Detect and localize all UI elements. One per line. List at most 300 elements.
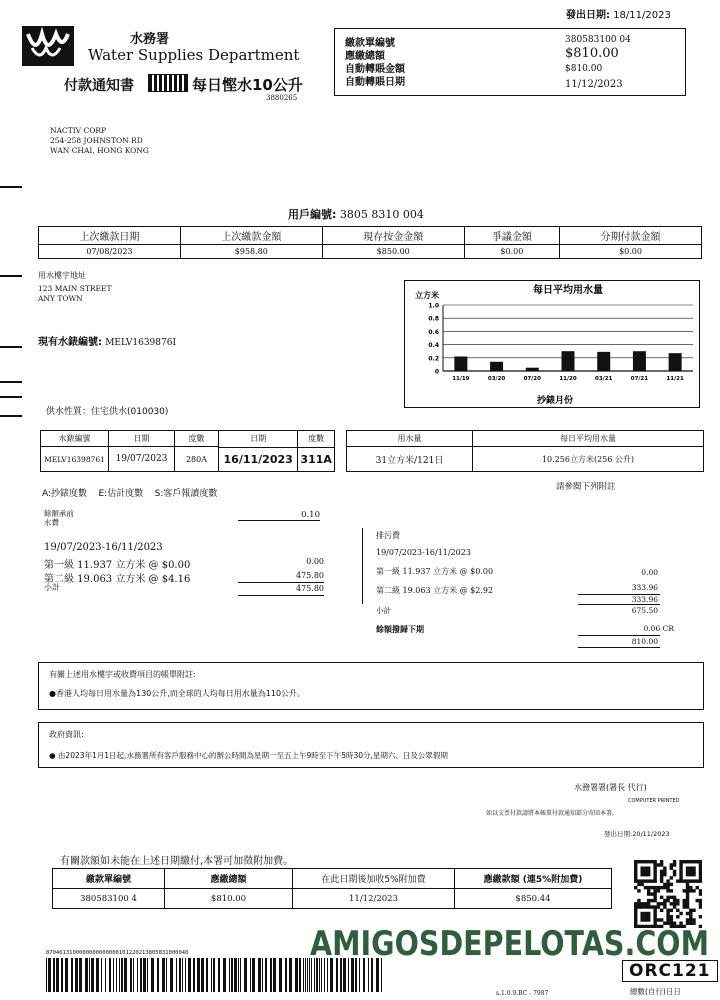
qr-module (666, 879, 669, 882)
qr-module (676, 902, 679, 905)
qr-module (653, 899, 656, 902)
qr-module (634, 870, 637, 873)
meter-value: MELV16398761 (41, 447, 109, 472)
table-gap (335, 431, 347, 447)
qr-module (634, 860, 637, 863)
premises-line: ANY TOWN (38, 294, 83, 303)
meter-value: 16/11/2023 (219, 447, 298, 471)
qr-module (676, 915, 679, 918)
slip-header: 繳款單編號 (53, 869, 165, 889)
qr-module (657, 918, 660, 921)
barcode-bar (89, 958, 90, 992)
meter-header: 水錶編號 (41, 431, 109, 447)
barcode-bar (201, 958, 204, 992)
qr-module (689, 870, 692, 873)
qr-module (663, 873, 666, 876)
qr-module (670, 902, 673, 905)
fold-mark (0, 415, 22, 417)
cheque-instruction: 如以支票付款請將本帳單付款通知部分寄回本署。 (486, 810, 619, 817)
qr-module (666, 899, 669, 902)
bill-notes-title: 有關上述用水樓宇或收費項目的帳單附註: (49, 670, 196, 679)
sewage-tier2: 第二級 19.063 立方米 @ $2.92 (376, 586, 494, 595)
barcode-bar (119, 958, 120, 992)
chart-xtick-label: 03/20 (487, 376, 506, 382)
summary-value-bill-no: 380583100 04 (565, 35, 631, 45)
qr-module (647, 860, 650, 863)
qr-module (699, 873, 702, 876)
prev-header: 上次繳款日期 (39, 227, 181, 245)
barcode-bar (258, 958, 261, 992)
qr-module (696, 886, 699, 889)
barcode-bar (218, 958, 220, 992)
qr-module (663, 883, 666, 886)
prev-header: 現存按金金額 (322, 227, 464, 245)
qr-module (657, 889, 660, 892)
meter-header: 日期 (109, 431, 175, 447)
qr-module (637, 889, 640, 892)
qr-module (640, 912, 643, 915)
qr-module (686, 912, 689, 915)
barcode-bar (130, 958, 132, 992)
qr-module (673, 870, 676, 873)
qr-module (660, 886, 663, 889)
qr-module (644, 886, 647, 889)
qr-module (657, 902, 660, 905)
qr-module (689, 909, 692, 912)
qr-module (647, 870, 650, 873)
qr-module (679, 879, 682, 882)
barcode-bar (96, 958, 99, 992)
qr-module (686, 873, 689, 876)
summary-label-autopay-amount: 自動轉賬金額 (345, 64, 405, 75)
qr-module (650, 899, 653, 902)
barcode-bar (213, 958, 215, 992)
qr-module (647, 905, 650, 908)
issue-date-label: 發出日期: (566, 10, 610, 21)
qr-module (679, 876, 682, 879)
barcode-bar (182, 958, 183, 992)
qr-module (673, 899, 676, 902)
qr-module (660, 873, 663, 876)
qr-module (692, 879, 695, 882)
balance-forward-value: 0.10 (301, 510, 320, 520)
usage-chart (404, 280, 700, 408)
qr-module (689, 866, 692, 869)
qr-module (640, 902, 643, 905)
qr-module (660, 909, 663, 912)
qr-module (653, 915, 656, 918)
bottom-right-code: ORC121 (622, 960, 718, 982)
slogan: 每日慳水10公升 (192, 76, 303, 94)
barcode-bar (252, 958, 255, 992)
qr-module (673, 896, 676, 899)
meter-number (38, 333, 176, 348)
qr-module (657, 863, 660, 866)
divider (238, 520, 320, 521)
qr-module (634, 918, 637, 921)
summary-box (334, 28, 686, 96)
qr-module (679, 863, 682, 866)
qr-module (637, 883, 640, 886)
water-subtotal-value: 475.80 (296, 584, 324, 593)
qr-module (689, 918, 692, 921)
qr-module (670, 915, 673, 918)
prev-value: 07/08/2023 (39, 245, 181, 259)
qr-module (644, 905, 647, 908)
see-notes: 請參閱下列附註 (556, 482, 616, 492)
qr-module (634, 879, 637, 882)
barcode-bar (143, 958, 146, 992)
qr-module (670, 896, 673, 899)
barcode-bar (265, 958, 267, 992)
sewage-line3-value: 333.96 (631, 595, 658, 604)
barcode-bar (262, 958, 263, 992)
summary-label-total: 應繳總額 (345, 51, 385, 62)
government-info-body: ● 由2023年1月1日起,水務署所有客戶服務中心的辦公時間為星期一至五上午9時至下午5時30分,星期六、日及公眾假期 (49, 751, 448, 760)
mailing-address (50, 126, 149, 156)
barcode-bar (211, 958, 212, 992)
barcode-bar (91, 958, 94, 992)
divider (578, 635, 660, 636)
carry-forward-value: 0.06 CR (643, 624, 674, 633)
qr-module (699, 879, 702, 882)
qr-module (692, 860, 695, 863)
barcode-bar (250, 958, 251, 992)
qr-module (657, 886, 660, 889)
qr-module (683, 860, 686, 863)
qr-module (683, 879, 686, 882)
qr-module (653, 863, 656, 866)
summary-value-autopay-amount: $810.00 (565, 64, 603, 74)
qr-module (679, 866, 682, 869)
chart-xtick-label: 11/21 (666, 376, 684, 382)
barcode-bar (113, 958, 114, 992)
barcode-bar (295, 958, 298, 992)
barcode-bar (240, 958, 241, 992)
premises-address (38, 270, 111, 304)
address-line: WAN CHAI, HONG KONG (50, 146, 149, 155)
signature-line: 水務署署(署長 代行) (574, 783, 647, 792)
chart-xtick-label: 07/21 (630, 376, 649, 382)
barcode-bar (162, 958, 165, 992)
qr-module (653, 866, 656, 869)
barcode-bar (61, 958, 63, 992)
meter-value: 19/07/2023 (109, 447, 175, 472)
qr-module (653, 873, 656, 876)
barcode-bar (121, 958, 123, 992)
qr-module (640, 883, 643, 886)
meter-value: 311A (300, 452, 332, 466)
qr-module (644, 918, 647, 921)
qr-module (670, 918, 673, 921)
qr-module (644, 915, 647, 918)
sewage-label: 排污費 (376, 531, 400, 540)
qr-module (637, 879, 640, 882)
qr-module (653, 905, 656, 908)
issue-date-slip: 發出日期:20/11/2023 (604, 830, 670, 838)
barcode-bar (48, 958, 51, 992)
department-name-cn: 水務署 (130, 32, 170, 47)
qr-module (663, 899, 666, 902)
account-label: 用戶編號: (288, 208, 337, 221)
qr-module (660, 902, 663, 905)
qr-module (657, 905, 660, 908)
barcode-bar (56, 958, 59, 992)
meter-current-reading (219, 431, 335, 472)
wsd-logo-icon (22, 26, 74, 66)
barcode-bar (75, 958, 78, 992)
department-name-en: Water Supplies Department (88, 46, 300, 64)
qr-module (686, 892, 689, 895)
barcode-bar (124, 958, 127, 992)
qr-module (666, 883, 669, 886)
qr-module (686, 889, 689, 892)
qr-module (686, 899, 689, 902)
fold-mark (0, 275, 22, 277)
meter-header: 每日平均用水量 (473, 431, 704, 447)
sewage-subtotal-label: 小計 (376, 606, 391, 615)
meter-value: 280A (175, 447, 219, 472)
barcode-bar (285, 958, 287, 992)
qr-module (670, 889, 673, 892)
surcharge-notice: 有關款額如未能在上述日期繳付,本署可加徵附加費。 (60, 856, 294, 867)
qr-module (689, 912, 692, 915)
qr-module (644, 912, 647, 915)
qr-module (640, 860, 643, 863)
meter-reading-table (40, 430, 704, 472)
barcode-bar (179, 958, 181, 992)
qr-module (653, 886, 656, 889)
premises-label: 用水樓宇地址 (38, 271, 86, 280)
bill-title: 付款通知書 (64, 78, 134, 94)
sewage-tier2-value: 333.96 (631, 583, 658, 592)
slip-value: 380583100 4 (53, 889, 165, 909)
slip-header: 在此日期後加收5%附加費 (293, 869, 455, 889)
qr-module (686, 879, 689, 882)
chart-ytick-label: 0.6 (428, 328, 439, 336)
qr-module (686, 902, 689, 905)
meter-value: 31立方米/121日 (347, 447, 473, 472)
qr-module (660, 863, 663, 866)
barcode-bar (151, 958, 154, 992)
footer-code: s.1.0.9.BC - 7987 (496, 990, 549, 997)
prev-value: $0.00 (560, 245, 702, 259)
barcode-bar (223, 958, 226, 992)
qr-module (666, 909, 669, 912)
qr-module (699, 876, 702, 879)
barcode-bar (238, 958, 239, 992)
barcode-bar (105, 958, 106, 992)
qr-module (647, 886, 650, 889)
slip-value: $810.00 (165, 889, 293, 909)
qr-module (683, 889, 686, 892)
qr-module (647, 879, 650, 882)
qr-module (670, 863, 673, 866)
qr-module (644, 873, 647, 876)
chart-bar (562, 351, 575, 371)
qr-module (634, 909, 637, 912)
meter-number-label: 現有水錶編號: (38, 337, 102, 348)
prev-value: $850.00 (322, 245, 464, 259)
qr-module (637, 860, 640, 863)
qr-module (699, 889, 702, 892)
divider (238, 595, 324, 596)
barcode-bar (116, 958, 117, 992)
fold-mark (0, 396, 22, 398)
fold-mark (0, 186, 22, 188)
chart-xtick-label: 03/21 (595, 376, 613, 382)
qr-module (637, 905, 640, 908)
summary-label-bill-no: 繳款單編號 (345, 38, 395, 49)
qr-module (689, 889, 692, 892)
qr-code-icon (634, 860, 702, 928)
premises-line: 123 MAIN STREET (38, 284, 112, 293)
barcode-bar (185, 958, 186, 992)
qr-module (634, 873, 637, 876)
barcode-bar (85, 958, 88, 992)
computer-printed: COMPUTER PRINTED (628, 798, 680, 804)
qr-module (640, 873, 643, 876)
barcode-bar (166, 958, 167, 992)
qr-module (686, 870, 689, 873)
qr-module (647, 889, 650, 892)
qr-module (683, 905, 686, 908)
column-divider (362, 528, 363, 604)
chart-bar (597, 352, 610, 371)
qr-module (644, 870, 647, 873)
qr-module (696, 879, 699, 882)
chart-ytick-label: 0.4 (428, 342, 439, 350)
qr-module (666, 912, 669, 915)
issue-date-value: 18/11/2023 (613, 10, 671, 21)
government-info-box (38, 722, 704, 768)
qr-module (686, 883, 689, 886)
barcode-number: 8704613100000000000000101220213805831000040 (46, 950, 189, 956)
qr-module (673, 902, 676, 905)
qr-module (650, 860, 653, 863)
qr-module (634, 902, 637, 905)
qr-module (647, 892, 650, 895)
barcode-bar (188, 958, 191, 992)
qr-module (689, 860, 692, 863)
qr-module (650, 892, 653, 895)
qr-module (634, 866, 637, 869)
qr-module (634, 863, 637, 866)
water-tier1-value: 0.00 (306, 557, 324, 566)
qr-module (640, 866, 643, 869)
qr-module (699, 905, 702, 908)
barcode-bar (46, 958, 47, 992)
bill-notes-box (38, 662, 704, 710)
qr-module (686, 896, 689, 899)
payment-slip-table (52, 868, 612, 909)
supply-nature: 供水性質：住宅供水(010030) (46, 407, 169, 417)
usage-chart-svg (405, 281, 701, 409)
qr-module (647, 873, 650, 876)
qr-module (686, 886, 689, 889)
barcode-bar (170, 958, 173, 992)
chart-ytick-label: 0.2 (428, 355, 439, 363)
fold-mark (0, 381, 22, 383)
qr-module (673, 873, 676, 876)
qr-module (653, 909, 656, 912)
qr-module (644, 879, 647, 882)
barcode-bar (197, 958, 200, 992)
qr-module (686, 866, 689, 869)
qr-module (650, 905, 653, 908)
qr-module (663, 866, 666, 869)
qr-module (640, 905, 643, 908)
table-gap (335, 447, 347, 472)
sewage-subtotal-value: 675.50 (631, 606, 658, 615)
qr-module (634, 876, 637, 879)
address-line: 254-258 JOHNSTON RD (50, 136, 143, 145)
barcode-bar (299, 958, 301, 992)
qr-module (699, 915, 702, 918)
meter-header: 用水量 (347, 431, 473, 447)
qr-module (676, 899, 679, 902)
qr-module (692, 889, 695, 892)
slip-value: 11/12/2023 (293, 889, 455, 909)
barcode-bar (307, 958, 308, 992)
qr-module (689, 886, 692, 889)
barcode-bar (53, 958, 55, 992)
slip-value: $850.44 (455, 889, 612, 909)
qr-module (699, 892, 702, 895)
qr-module (692, 870, 695, 873)
qr-module (653, 860, 656, 863)
government-info-title: 政府資訊: (49, 730, 84, 739)
water-subtotal-label: 小計 (44, 583, 60, 592)
qr-module (679, 870, 682, 873)
qr-module (663, 870, 666, 873)
qr-module (692, 909, 695, 912)
qr-module (663, 886, 666, 889)
barcode-bar (303, 958, 304, 992)
barcode-bar (109, 958, 111, 992)
qr-module (653, 892, 656, 895)
meter-header: 日期 (219, 431, 298, 447)
qr-module (660, 870, 663, 873)
barcode-bar (65, 958, 68, 992)
qr-module (637, 899, 640, 902)
qr-module (644, 860, 647, 863)
reading-codes-legend: A:抄錶度數 E:估計度數 S:客戶報讀度數 (42, 489, 218, 499)
qr-module (679, 873, 682, 876)
qr-module (699, 870, 702, 873)
sewage-tier1-value: 0.00 (641, 568, 658, 577)
qr-module (660, 876, 663, 879)
small-code: 3880265 (266, 94, 298, 102)
qr-module (670, 866, 673, 869)
qr-module (683, 902, 686, 905)
barcode-bar (157, 958, 159, 992)
water-tier2: 第二級 19.063 立方米 @ $4.16 (44, 574, 191, 585)
account-value: 3805 8310 004 (339, 208, 424, 221)
qr-module (650, 879, 653, 882)
qr-module (666, 915, 669, 918)
qr-module (650, 886, 653, 889)
barcode-bar (79, 958, 82, 992)
chart-ytick-label: 0 (434, 368, 439, 376)
chart-bar (526, 368, 539, 371)
qr-module (686, 918, 689, 921)
qr-module (679, 860, 682, 863)
chart-xtick-label: 11/20 (559, 376, 577, 382)
qr-module (666, 889, 669, 892)
qr-module (676, 879, 679, 882)
chart-bar (669, 353, 682, 371)
